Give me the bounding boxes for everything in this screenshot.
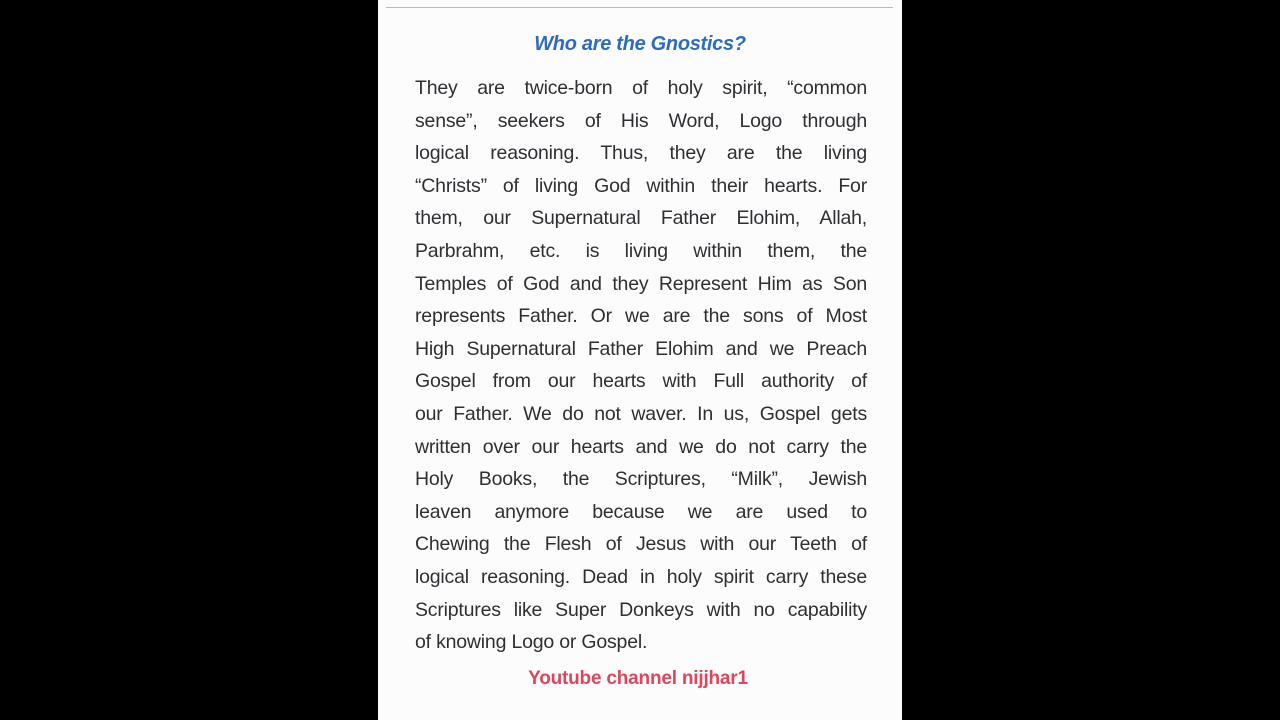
text-line: “Christs” of living God within their hearts. For	[415, 174, 867, 197]
text-line: Gospel from our hearts with Full authority of	[415, 370, 867, 393]
text-line: written over our hearts and we do not carry the	[415, 435, 867, 458]
text-line: logical reasoning. Dead in holy spirit carry these	[415, 565, 867, 588]
text-line: sense”, seekers of His Word, Logo through	[415, 109, 867, 132]
scanned-page	[378, 0, 902, 720]
text-line: They are twice-born of holy spirit, “common	[415, 77, 867, 99]
top-rule-divider	[386, 7, 893, 8]
text-line: our Father. We do not waver. In us, Gospel gets	[415, 402, 867, 425]
text-line: Holy Books, the Scriptures, “Milk”, Jewish	[415, 468, 867, 491]
text-line: them, our Supernatural Father Elohim, Allah,	[415, 207, 867, 230]
text-line: leaven anymore because we are used to	[415, 500, 867, 523]
text-line: Chewing the Flesh of Jesus with our Teeth of	[415, 533, 867, 556]
page-title: Who are the Gnostics?	[534, 33, 746, 55]
text-line: High Supernatural Father Elohim and we Preach	[415, 337, 867, 360]
text-line: of knowing Logo or Gospel.	[415, 631, 648, 654]
body-paragraph	[415, 72, 867, 659]
youtube-channel-credit: Youtube channel nijjhar1	[528, 668, 748, 689]
text-line: Parbrahm, etc. is living within them, the	[415, 239, 867, 262]
text-line: represents Father. Or we are the sons of Most	[415, 305, 867, 328]
text-line: logical reasoning. Thus, they are the living	[415, 142, 867, 165]
text-line: Scriptures like Super Donkeys with no capability	[415, 598, 867, 621]
text-line: Temples of God and they Represent Him as Son	[415, 272, 867, 295]
